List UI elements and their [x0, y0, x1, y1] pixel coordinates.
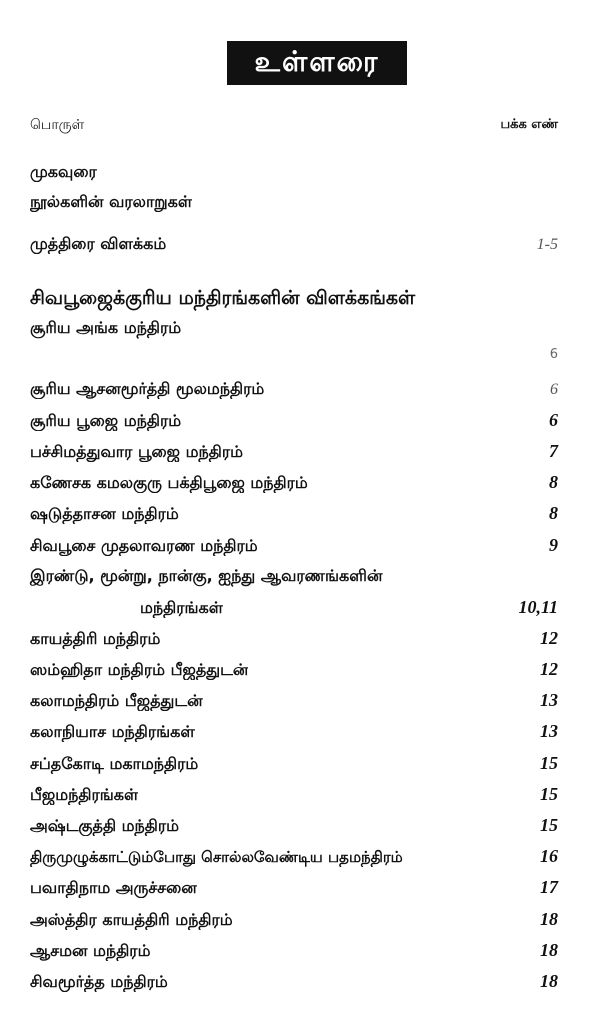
toc-row	[30, 971, 558, 992]
toc-label: சிவமூர்த்த மந்திரம்	[30, 972, 168, 991]
toc-label: அஸ்த்திர காயத்திரி மந்திரம்	[30, 910, 233, 929]
toc-page-number: 18	[540, 940, 558, 960]
toc-row	[30, 690, 558, 711]
toc-row	[30, 909, 558, 930]
toc-page-number: 12	[540, 659, 558, 679]
toc-page-number: 15	[540, 753, 558, 773]
toc-row	[30, 234, 558, 255]
toc-page-number: 8	[549, 503, 558, 523]
toc-row	[30, 877, 558, 898]
column-header-page: பக்க எண்	[500, 117, 558, 132]
page-title: உள்ளரை	[227, 41, 407, 85]
toc-page-number: 13	[540, 690, 558, 710]
toc-row	[30, 410, 558, 431]
section-title: சிவபூஜைக்குரிய மந்திரங்களின் விளக்கங்கள்	[30, 287, 416, 309]
toc-page-number: 9	[549, 535, 558, 555]
toc-row	[30, 379, 558, 400]
toc-row	[30, 192, 558, 212]
toc-label: நூல்களின் வரலாறுகள்	[30, 192, 193, 211]
toc-label: காயத்திரி மந்திரம்	[30, 629, 161, 648]
toc-label: சூரிய பூஜை மந்திரம்	[30, 411, 182, 430]
toc-row	[30, 535, 558, 556]
toc-row	[30, 846, 558, 867]
toc-page-number: 15	[540, 784, 558, 804]
toc-page-number: 10,11	[518, 597, 558, 617]
toc-row	[30, 940, 558, 961]
toc-page-number: 13	[540, 721, 558, 741]
toc-row	[30, 441, 558, 462]
toc-label: கலாநியாச மந்திரங்கள்	[30, 722, 195, 741]
section-subtitle: சூரிய அங்க மந்திரம்	[30, 318, 182, 337]
toc-row	[30, 721, 558, 742]
toc-label-line1: இரண்டு, மூன்று, நான்கு, ஐந்து ஆவரணங்களின்	[30, 566, 383, 585]
toc-page-number: 16	[540, 846, 558, 866]
toc-label: முகவுரை	[30, 162, 97, 181]
toc-row	[30, 815, 558, 836]
toc-label: கலாமந்திரம் பீஜத்துடன்	[30, 691, 203, 710]
toc-row	[30, 659, 558, 680]
toc-page-number: 18	[540, 909, 558, 929]
subtitle-page-number: 6	[549, 347, 558, 362]
toc-page-number: 8	[549, 472, 558, 492]
toc-label: சிவபூசை முதலாவரண மந்திரம்	[30, 536, 258, 555]
toc-label: அஷ்டகுத்தி மந்திரம்	[30, 816, 180, 835]
toc-row	[30, 162, 558, 182]
toc-label: ஆசமன மந்திரம்	[30, 941, 151, 960]
toc-label: பீஜமந்திரங்கள்	[30, 785, 139, 804]
toc-page-number: 15	[540, 815, 558, 835]
toc-label: பவாதிநாம அருச்சனை	[30, 878, 197, 897]
toc-label-line2: மந்திரங்கள்	[140, 598, 224, 617]
toc-label: திருமுழுக்காட்டும்போது சொல்லவேண்டிய பதமந்திரம்	[30, 848, 403, 866]
toc-row	[30, 628, 558, 649]
toc-page-number: 12	[540, 628, 558, 648]
toc-label: ஸம்ஹிதா மந்திரம் பீஜத்துடன்	[30, 660, 249, 679]
toc-row	[30, 472, 558, 493]
toc-page-number: 7	[549, 441, 558, 461]
toc-row	[30, 784, 558, 805]
toc-row	[30, 503, 558, 524]
toc-page-number: 6	[549, 410, 558, 430]
toc-page-number: 17	[540, 877, 558, 897]
toc-label: சப்தகோடி மகாமந்திரம்	[30, 754, 199, 773]
toc-label: ஷடுத்தாசன மந்திரம்	[30, 504, 179, 523]
toc-label: முத்திரை விளக்கம்	[30, 234, 167, 253]
toc-label: கணேசக கமலகுரு பக்திபூஜை மந்திரம்	[30, 473, 308, 492]
toc-row	[140, 597, 558, 618]
toc-row	[30, 753, 558, 774]
toc-page-number: 18	[540, 971, 558, 991]
toc-page-number: 6	[550, 381, 558, 398]
toc-label: பச்சிமத்துவார பூஜை மந்திரம்	[30, 442, 243, 461]
column-header-subject: பொருள்	[30, 117, 85, 133]
toc-page-number: 1-5	[536, 236, 558, 253]
toc-label: சூரிய ஆசனமூர்த்தி மூலமந்திரம்	[30, 379, 265, 398]
